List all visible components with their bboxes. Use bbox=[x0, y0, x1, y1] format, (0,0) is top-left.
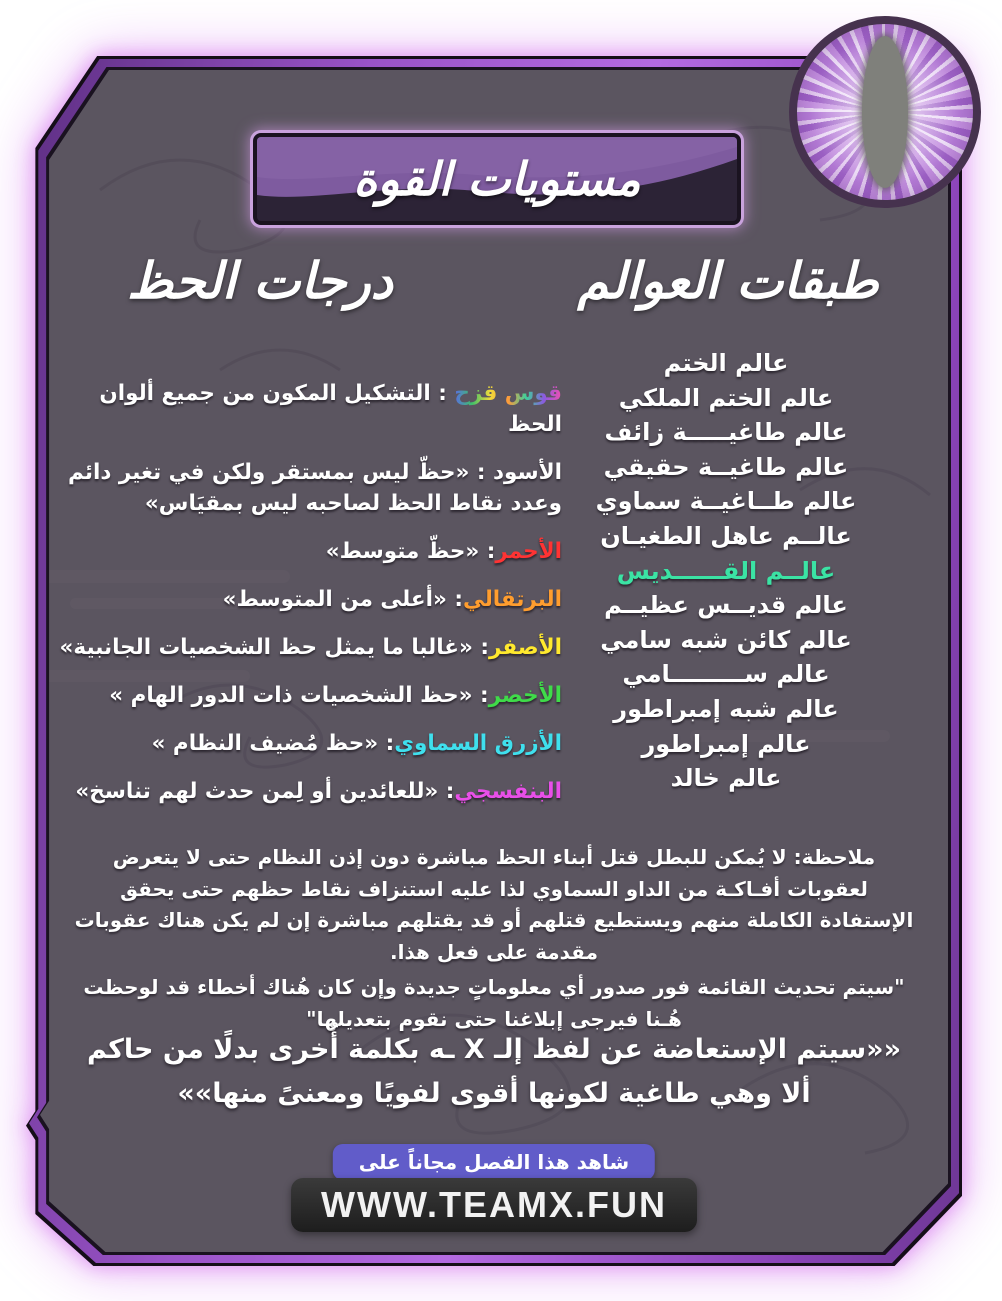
luck-desc: : «حظّ ليس بمستقر ولكن في تغير دائم وعدد نقاط الحظ لصاحبه ليس بمقيَاس» bbox=[68, 460, 562, 516]
luck-item-violet bbox=[50, 776, 562, 807]
luck-label-orange: البرتقالي bbox=[462, 587, 562, 612]
luck-desc: : «غالبا ما يمثل حظ الشخصيات الجانبية» bbox=[59, 635, 489, 660]
luck-header: درجات الحظ bbox=[127, 252, 393, 310]
luck-label-black: الأسود bbox=[492, 460, 562, 485]
note-text: ملاحظة: لا يُمكن للبطل قتل أبناء الحظ مباشرة دون إذن النظام حتى لا يتعرض لعقوبات أفـاكـة من الداو السماوي لذا عليه استنزاف نقاط حظهم حتى يحقق الإستفادة الكاملة منهم ويستطيع قتلهم أو قد يقتلهم مباشرة إن لم يكن هناك عقوبات مقدمة على فعل هذا. bbox=[74, 845, 914, 964]
luck-desc: : التشكيل المكون من جميع ألوان الحظ bbox=[99, 381, 562, 437]
title-banner bbox=[253, 133, 741, 225]
section-headers bbox=[26, 252, 962, 310]
luck-desc: : «للعائدين أو لِمن حدث لهم تناسخ» bbox=[75, 779, 455, 804]
luck-item-rainbow bbox=[50, 378, 562, 440]
luck-item-black bbox=[50, 457, 562, 519]
luck-item-skyblue bbox=[50, 728, 562, 759]
world-item: عالم ســـــــــامي bbox=[622, 660, 830, 689]
world-item: عالم طاغيــة حقيقي bbox=[603, 452, 849, 481]
world-item-saint: عالــم القــــــديس bbox=[616, 556, 836, 585]
luck-label-skyblue: الأزرق السماوي bbox=[394, 731, 562, 756]
luck-item-red bbox=[50, 536, 562, 567]
page-title: مستويات القوة bbox=[353, 152, 641, 206]
panel-frame bbox=[26, 56, 962, 1266]
eye-pupil-icon bbox=[862, 36, 908, 188]
luck-label-green: الأخضر bbox=[488, 683, 562, 708]
luck-item-yellow bbox=[50, 632, 562, 663]
note-block bbox=[70, 842, 918, 1040]
world-item: عالم طاغيـــــة زائف bbox=[604, 418, 848, 447]
website-url[interactable]: WWW.TEAMX.FUN bbox=[291, 1178, 697, 1232]
luck-desc: : «حظ الشخصيات ذات الدور الهام » bbox=[109, 683, 489, 708]
world-item: عالم قديــس عظيــم bbox=[604, 591, 848, 620]
worlds-list bbox=[526, 346, 926, 796]
world-item: عالم شبه إمبراطور bbox=[613, 694, 839, 723]
watch-free-badge[interactable]: شاهد هذا الفصل مجاناً على bbox=[333, 1144, 655, 1180]
luck-desc: : «حظّ متوسط» bbox=[325, 539, 496, 564]
terminology-quote: ««سيتم الإستعاضة عن لفظ إلـ X ـه بكلمة أُخرى بدلًا من حاكم ألا وهي طاغية لكونها أقوى لفويًا ومعنىً منها»» bbox=[86, 1034, 902, 1109]
world-item: عالم خالد bbox=[670, 764, 782, 793]
luck-label-red: الأحمر bbox=[495, 539, 562, 564]
luck-label-rainbow: قوس قزح bbox=[454, 381, 562, 406]
world-item: عالــم عاهل الطغيـان bbox=[600, 521, 852, 550]
luck-desc: : «حظ مُضيف النظام » bbox=[151, 731, 395, 756]
luck-label-violet: البنفسجي bbox=[454, 779, 562, 804]
dragon-eye-logo bbox=[789, 16, 981, 208]
world-item: عالم طــاغيــة سماوي bbox=[595, 487, 857, 516]
update-text: "سيتم تحديث القائمة فور صدور أي معلوماتٍ جديدة وإن كان هُناك أخطاء قد لوحظت هُـنا فيرجى إبلاغنا حتى نقوم بتعديلها" bbox=[83, 975, 905, 1031]
worlds-header: طبقات العوالم bbox=[577, 252, 879, 310]
world-item: عالم الختم bbox=[663, 349, 789, 377]
world-item: عالم كائن شبه سامي bbox=[600, 625, 852, 654]
luck-desc: : «أعلى من المتوسط» bbox=[222, 587, 463, 612]
world-item: عالم إمبراطور bbox=[641, 729, 811, 758]
luck-item-green bbox=[50, 680, 562, 711]
luck-list bbox=[50, 378, 562, 824]
luck-item-orange bbox=[50, 584, 562, 615]
world-item: عالم الختم الملكي bbox=[618, 383, 834, 412]
luck-label-yellow: الأصفر bbox=[488, 635, 562, 660]
